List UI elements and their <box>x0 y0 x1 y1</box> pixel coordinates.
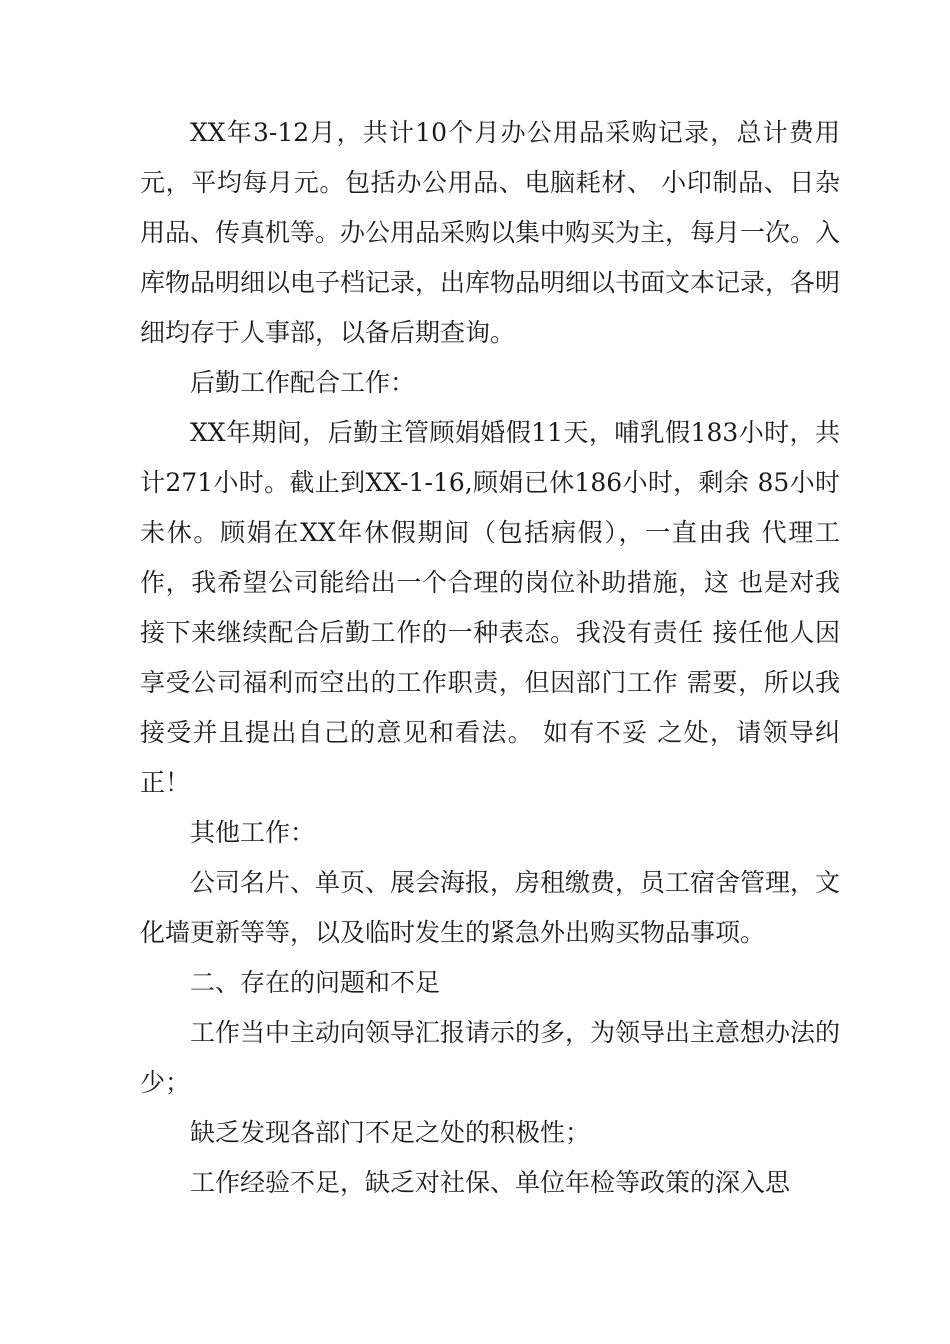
paragraph-other-work: 公司名片、单页、展会海报，房租缴费，员工宿舍管理，文化墙更新等等，以及临时发生的紧急外出购买物品事项。 <box>140 868 841 947</box>
paragraph-logistics-leave: XX年期间，后勤主管顾娟婚假11天，哺乳假183小时，共计271小时。截止到XX-1-16,顾娟已休186小时，剩余 85小时未休。顾娟在XX年休假期间（包括病假），一直由我 代理工作，我希望公司能给出一个合理的岗位补助措施，这 也是对我接下来继续配合后勤工作的一种表态。我没有责任 接任他人因享受公司福利而空出的工作职责，但因部门工作 需要，所以我接受并且提出自己的意见和看法。 如有不妥 之处，请领导纠正！ <box>140 418 840 797</box>
document-body <box>140 108 840 1208</box>
paragraph-problem-3: 工作经验不足，缺乏对社保、单位年检等政策的深入思 <box>190 1168 791 1197</box>
heading-logistics-cooperation: 后勤工作配合工作： <box>190 368 416 397</box>
paragraph-problem-2: 缺乏发现各部门不足之处的积极性； <box>190 1118 591 1147</box>
heading-problems: 二、存在的问题和不足 <box>190 968 441 997</box>
paragraph-procurement: XX年3-12月，共计10个月办公用品采购记录，总计费用元，平均每月元。包括办公用品、电脑耗材、 小印制品、日杂用品、传真机等。办公用品采购以集中购买为主，每月一次。入库物品明细以电子档记录，出库物品明细以书面文本记录，各明细均存于人事部，以备后期查询。 <box>140 118 841 347</box>
heading-other-work: 其他工作： <box>190 818 316 847</box>
paragraph-problem-1: 工作当中主动向领导汇报请示的多，为领导出主意想办法的少； <box>140 1018 841 1097</box>
